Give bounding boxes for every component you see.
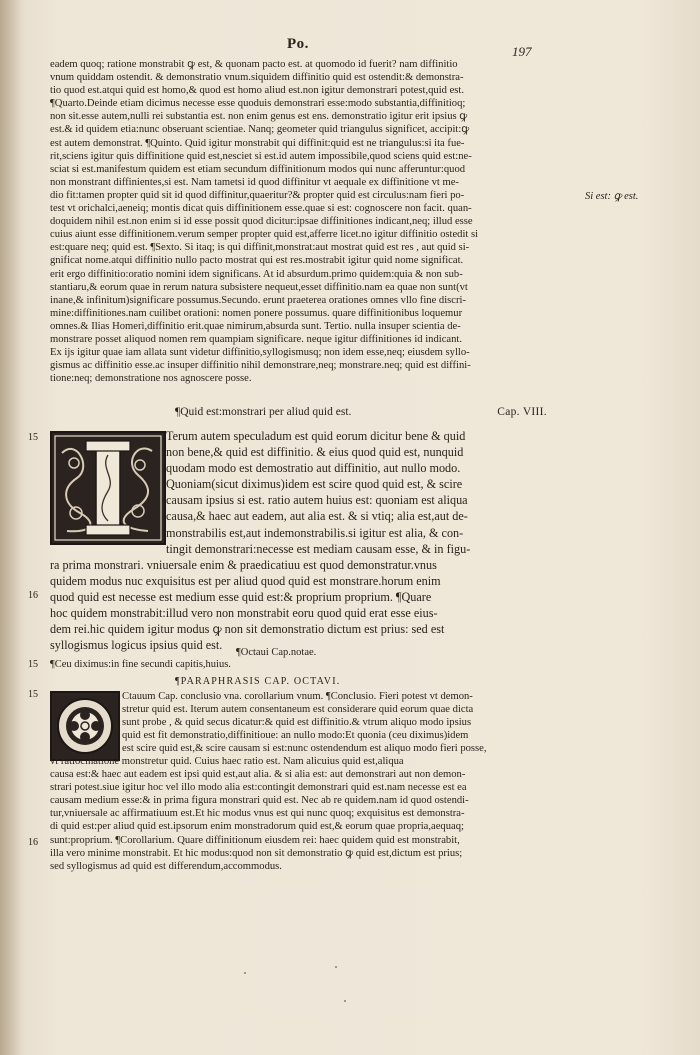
- text-line: ra prima monstrari. vniuersale enim & praedicatiuu est quod demonstratur.vnus: [50, 557, 437, 572]
- notes-caption: ¶Octaui Cap.notae.: [236, 647, 317, 658]
- paper-speck: [244, 972, 246, 974]
- margin-number: 16: [28, 590, 38, 601]
- top-text-block: [50, 58, 547, 385]
- text-line: Ex ijs igitur quae iam allata sunt videtur diffinitio,syllogismusq; non idem esse,neq; eiusdem syllo-: [50, 347, 470, 359]
- text-line: strari potest.siue igitur hoc vel illo modo alia est:contingit demonstrari quid est.nam necesse est ea: [50, 782, 467, 794]
- text-line: tur,vniuersale ac affirmatiuum est.Et hic modus vnus est qui nunc quoq; exquisitus est demonstra-: [50, 808, 465, 820]
- text-line: mine:diffinitiones.nam cuilibet orationi: nomen ponere possumus. quare diffinitionibus loquemur: [50, 307, 463, 319]
- text-line: monstrabilis est,aut indemonstrabilis.si igitur est alia, & con-: [166, 525, 464, 540]
- text-line: vt ratiocinatione monstretur quid. Cuius haec ratio est. Nam alicuius quid est,aliqua: [50, 756, 404, 768]
- gutter-shadow: [0, 0, 22, 1055]
- main-text-block: [50, 428, 547, 653]
- text-line: ¶Quarto.Deinde etiam dicimus necesse esse quoduis demonstrari esse:modo substantia,diffinitioq;: [50, 98, 466, 110]
- text-line: doquidem nihil est.non enim si id esse possit quod dicitur:ipsae diffinitiones indicant,neq; illud esse: [50, 216, 473, 228]
- text-line: test vt orichalci,aeneiq; montis dicat quis diffinitionem esse.quae si est: cognoscere non facit. quan-: [50, 203, 472, 215]
- text-line: gismus ac diffinitio esse.ac insuper diffinitio nihil demonstrare,neq; monstrare.neq; quid est diffini-: [50, 360, 471, 372]
- text-line: sunt probe , & quid secus dicatur:& quid est diffinitio.& vtrum aliquo modo ipsius: [122, 717, 472, 729]
- text-line: quodam modo est demostratio aut diffinitio, aut nullo modo.: [166, 461, 461, 476]
- text-line: est autem demonstrat. ¶Quinto. Quid igitur monstrabit qui diffinit:quid est ne triangulus:si ita fue-: [50, 137, 465, 149]
- text-line: erit ergo diffinitio:oratio nomini idem significans. At id absurdum.primo quidem:quia & non sub-: [50, 268, 463, 280]
- text-line: illa vero minime monstrabit. Et hic modus:quod non sit demonstratio ꝙ quid est,dictum est prius;: [50, 847, 463, 859]
- text-line: causam medium esse:& in prima figura monstrari quid est. Nec ab re quidem.nam id quod ostendi-: [50, 795, 469, 807]
- text-line: sunt:proprium. ¶Corollarium. Quare diffinitionum eiusdem rei: haec quidem quid est monstrabit,: [50, 834, 460, 846]
- text-line: monstrare posset aliquod nomen rem quampiam significare. neque igitur diffinitiones id indicant.: [50, 333, 462, 345]
- text-line: quod quid est necesse est medium esse quid est:& proprium proprium. ¶Quare: [50, 589, 432, 604]
- text-line: rit,sciens igitur quis diffinitione quid est,nesciet si est.id autem impossibile,quod sciens quid est:ne-: [50, 150, 472, 162]
- text-line: Ctauum Cap. conclusio vna. corollarium vnum. ¶Conclusio. Fieri potest vt demon-: [122, 691, 473, 702]
- text-line: inane,& infinitum)significare possumus.Secundo. erunt praeterea orationes omnes vllo fine discri-: [50, 294, 466, 306]
- text-line: est.& id quidem etia:nunc obseruant scientiae. Nanq; geometer quid triangulus significet, accipit:ꝙ: [50, 124, 470, 136]
- margin-number: 15: [28, 659, 38, 670]
- text-line: dem rei.hic quidem igitur modus ꝙ non sit demonstratio dictum est prius: sed est: [50, 622, 445, 637]
- margin-note: Si est: ꝙ est.: [585, 191, 639, 202]
- chapter-number: Cap. VIII.: [497, 406, 547, 418]
- text-line: Quoniam(sicut diximus)idem est scire quod quid est, & scire: [166, 477, 463, 492]
- text-line: est scire quid est,& scire causam si est:nunc ostendendum est aliquo modo fieri posse,: [122, 743, 487, 755]
- text-line: sciat si est.manifestum quidem est etiam secundum diffinitionum modos qui nunc afferuntur:quod: [50, 163, 466, 175]
- text-line: dio fit:tamen propter quid sit id quod diffinitur,quaeritur?& propter quid est circulus:nam fieri po-: [50, 189, 465, 201]
- text-line: causa est:& haec aut eadem est ipsi quid est,aut alia. & si alia est: aut demonstrari aut non demon-: [50, 769, 466, 781]
- text-line: quid est fit demonstratio,diffinitioue: an nullo modo:Et quonia (ceu diximus)idem: [122, 730, 469, 742]
- text-line: non monstrant diffinientes,si est. Nam tametsi id quod diffinitur vt aequale ex diffinitione vt me-: [50, 176, 459, 188]
- margin-number: 15: [28, 689, 38, 700]
- text-line: Terum autem speculadum est quid eorum dicitur bene & quid: [166, 429, 466, 443]
- note-line: ¶Ceu diximus:in fine secundi capitis,huius.: [50, 659, 231, 670]
- text-line: hoc quidem monstrabit:illud vero non monstrabit eoru quod quid erat esse eius-: [50, 606, 438, 621]
- text-line: gnificat nome.atqui diffinitio nullo pacto mostrat qui est res.mostrabit igitur quid nome significat.: [50, 255, 464, 267]
- paraphrase-text-block: [50, 690, 547, 873]
- text-line: vnum quiddam ostendit. & demonstratio vnum.siquidem diffinitio quid est ostendit:& demonstra-: [50, 72, 464, 84]
- text-line: causam ipsius si est. ratio autem huius est: quoniam est aliqua: [166, 493, 468, 508]
- text-line: est:quare neq; quid est. ¶Sexto. Si itaq; is qui diffinit,monstrat:aut mostrat quid est res , aut quid si-: [50, 242, 470, 254]
- text-line: sed syllogismus ad quid est differendum,accommodus.: [50, 860, 282, 872]
- text-line: cuius aiunt esse diffinitionem.verum semper propter quid est,afferre licet.no igitur diffinitio ostedit si: [50, 229, 479, 241]
- margin-number: 16: [28, 837, 38, 848]
- text-line: omnes.& Ilias Homeri,diffinitio erit.quae nimirum,absurda sunt. Tertio. nulla insuper scientia de-: [50, 320, 461, 332]
- paper-speck: [335, 966, 337, 968]
- text-line: tione:neq; demonstratione nos agnoscere posse.: [50, 373, 252, 385]
- text-line: tingit demonstrari:necesse est mediam causam esse, & in figu-: [166, 541, 471, 556]
- text-line: stretur quid est. Iterum autem consentaneum est considerare quid eorum quae dicta: [122, 704, 474, 716]
- chapter-heading: [175, 406, 547, 418]
- chapter-title: ¶Quid est:monstrari per aliud quid est.: [175, 406, 352, 418]
- text-line: causa,& haec aut eadem, aut alia est. & si vtiq; alia est,aut de-: [166, 509, 468, 524]
- text-line: tio quod est.atqui quid est homo,& quod est homo aliud est.non igitur demonstrari potest,quid est.: [50, 85, 464, 97]
- margin-number: 15: [28, 432, 38, 443]
- text-line: quidem modus nuc exquisitus est per aliud quod quid est monstrare.horum enim: [50, 573, 441, 588]
- text-line: non sit.esse autem,nulli rei substantia est. non enim genus est ens. demonstratio igitur erit ipsius ꝙ: [50, 111, 468, 123]
- page-number: 197: [512, 44, 532, 59]
- running-head: Po.: [287, 36, 309, 52]
- text-line: di quid est:per aliud quid est.ipsorum enim monstradorum quid est,& eorum quae propria,aequaq;: [50, 821, 464, 833]
- paper-speck: [344, 1000, 346, 1002]
- text-line: non bene,& quid est diffinitio. & eius quod quid est, nunquid: [166, 445, 464, 460]
- paraphrase-heading: ¶PARAPHRASIS CAP. OCTAVI.: [175, 676, 341, 687]
- text-line: stantiaru,& eorum quae in rerum natura subsistere nequeut,esset diffinitio.nam ea quae non sunt(vt: [50, 281, 468, 293]
- text-line: eadem quoq; ratione monstrabit ꝙ est, & quonam pacto est. at quomodo id fuerit? nam diffinitio: [50, 59, 458, 70]
- text-line: syllogismus logicus ipsius quid est.: [50, 638, 223, 653]
